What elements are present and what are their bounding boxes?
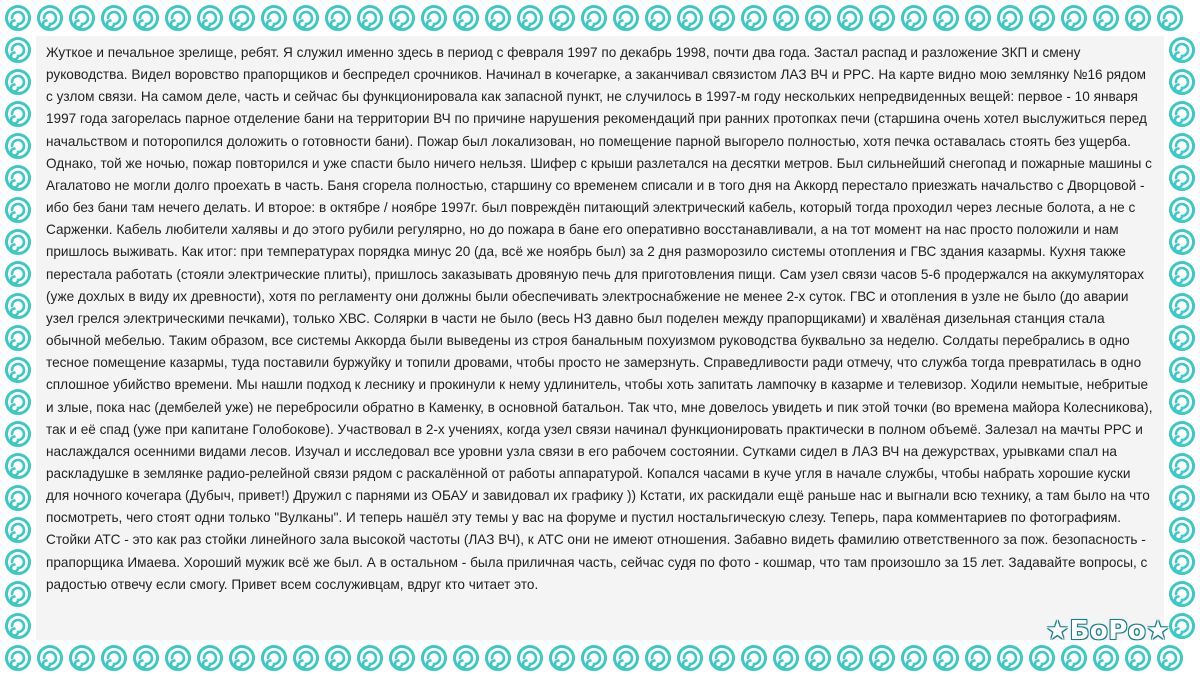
- border-swirl: [263, 7, 286, 30]
- border-swirl: [103, 7, 126, 30]
- border-swirl: [7, 615, 30, 638]
- border-swirl: [231, 647, 254, 670]
- border-swirl: [327, 647, 350, 670]
- border-swirl: [423, 7, 446, 30]
- border-swirl: [39, 7, 62, 30]
- border-swirl: [423, 647, 446, 670]
- border-swirl: [743, 7, 766, 30]
- border-swirl: [327, 7, 350, 30]
- border-swirl: [7, 583, 30, 606]
- border-swirl: [7, 455, 30, 478]
- border-swirl: [807, 7, 830, 30]
- border-swirl: [647, 7, 670, 30]
- border-swirl: [7, 231, 30, 254]
- border-swirl: [519, 7, 542, 30]
- border-swirl: [519, 647, 542, 670]
- border-swirl: [1127, 7, 1150, 30]
- border-swirl: [455, 647, 478, 670]
- border-swirl: [999, 647, 1022, 670]
- border-swirl: [167, 647, 190, 670]
- border-swirl: [583, 7, 606, 30]
- post-text: Жуткое и печальное зрелище, ребят. Я служил именно здесь в период с февраля 1997 по декабрь 1998, почти два года. Застал распад и разложение ЗКП и смену руководства. Видел воровство прапорщиков и беспредел срочников. Начинал в кочегарке, а заканчивал связистом ЛАЗ ВЧ и РРС. На карте видно мою землянку №16 рядом с узлом связи. На самом деле, часть и сейчас бы функционировала как запасной пункт, не случилось в 1997-м году нескольких непредвиденных вещей: первое - 10 января 1997 года загорелась парное отделение бани на территории ВЧ по причине нарушения рекомендаций при ранних протопках печи (старшина очень хотел выслужиться перед начальством и поторопился доложить о готовности бани). Пожар был локализован, но помещение парной выгорело полностью, хотя печка оставалась стоять без ущерба. Однако, той же ночью, пожар повторился и уже спасти было ничего нельзя. Шифер с крыши разлетался на десятки метров. Был сильнейший снегопад и пожарные машины с Агалатово не могли долго проехать в часть. Баня сгорела полностью, старшину со временем списали и в того дня на Аккорд перестало приезжать начальство с Дворцовой - ибо без бани там нечего делать. И второе: в октябре / ноябре 1997г. был повреждён питающий электрический кабель, который тогда проходил через лесные болота, а не с Сарженки. Кабель любители халявы и до этого рубили регулярно, но до пожара в бане его оперативно восстанавливали, а на тот момент на нас просто положили и нам пришлось выживать. Как итог: при температурах порядка минус 20 (да, всё же ноябрь был) за 2 дня разморозило системы отопления и ГВС здания казармы. Кухня также перестала работать (стояли электрические плиты), пришлось заказывать дровяную печь для приготовления пищи. Сам узел связи часов 5-6 продержался на аккумуляторах (уже дохлых в виду их древности), хотя по регламенту они должны были обеспечивать электроснабжение не менее 2-х суток. ГВС и отопления в узле не было (до аварии узел грелся электрическими печками), только ХВС. Солярки в части не было (весь НЗ давно был поделен между прапорщиками) и хвалёная дизельная станция стала обычной мебелью. Таким образом, все системы Аккорда были выведены из строя банальным похуизмом руководства буквально за неделю. Солдаты перебрались в одно тесное помещение казармы, туда поставили буржуйку и топили дровами, чтобы просто не замерзнуть. Справедливости ради отмечу, что служба тогда превратилась в одно сплошное убийство времени. Мы нашли подход к леснику и прокинули к нему удлинитель, чтобы хоть запитать лампочку в казарме и телевизор. Ходили немытые, небритые и злые, пока нас (дембелей уже) не перебросили обратно в Каменку, в основной батальон. Так что, мне довелось увидеть и пик этой точки (во времена майора Колесникова), так и её спад (уже при капитане Голобокове). Участвовал в 2-х учениях, когда узел связи начинал функционировать практически в полном объемё. Залезал на мачты РРС и наслаждался осенними видами лесов. Изучал и исследовал все уровни узла связи в его рабочем состоянии. Сутками сидел в ЛАЗ ВЧ на дежурствах, урывками спал на раскладушке в землянке радио-релейной связи рядом с раскалённой от работы аппаратурой. Копался часами в куче угля в начале службы, чтобы набрать хорошие куски для ночного кочегара (Дубыч, привет!) Дружил с парнями из ОБАУ и завидовал их графику )) Кстати, их раскидали ещё раньше нас и выгнали всю технику, а там было на что посмотреть, чего стоят одни только "Вулканы". И теперь нашёл эту темы у вас на форуме и пустил ностальгическую слезу. Теперь, пара комментариев по фотографиям. Стойки АТС - это как раз стойки линейного зала высокой частоты (ЛАЗ ВЧ), к АТС они не имеют отношения. Забавно видеть фамилию ответственного за пож. безопасность - прапорщика Имаева. Хороший мужик всё же был. А в остальном - была приличная часть, сейчас судя по фото - кошмар, что там произошло за 15 лет. Задавайте вопросы, с радостью отвечу если смогу. Привет всем сослуживцам, вдруг кто читает это.: [46, 45, 1153, 592]
- border-swirl: [1171, 295, 1194, 318]
- border-swirl: [1171, 135, 1194, 158]
- border-swirl: [1171, 487, 1194, 510]
- border-swirl: [775, 647, 798, 670]
- border-swirl: [7, 263, 30, 286]
- border-swirl: [1159, 7, 1182, 30]
- border-swirl: [359, 7, 382, 30]
- border-swirl: [903, 7, 926, 30]
- border-swirl: [871, 7, 894, 30]
- border-swirl: [487, 647, 510, 670]
- border-swirl: [967, 647, 990, 670]
- border-swirl: [1171, 231, 1194, 254]
- border-swirl: [647, 647, 670, 670]
- border-swirl: [1171, 39, 1194, 62]
- border-swirl: [7, 423, 30, 446]
- border-swirl: [455, 7, 478, 30]
- border-swirl: [1171, 615, 1194, 638]
- border-swirl: [1171, 167, 1194, 190]
- border-swirl: [615, 647, 638, 670]
- border-swirl: [1171, 455, 1194, 478]
- border-swirl: [1095, 647, 1118, 670]
- border-swirl: [391, 647, 414, 670]
- border-swirl: [1171, 359, 1194, 382]
- border-swirl: [1159, 647, 1182, 670]
- border-swirl: [807, 647, 830, 670]
- border-swirl: [1171, 71, 1194, 94]
- border-swirl: [711, 647, 734, 670]
- border-swirl: [1171, 519, 1194, 542]
- border-swirl: [7, 135, 30, 158]
- border-swirl: [7, 295, 30, 318]
- border-swirl: [199, 7, 222, 30]
- border-swirl: [1171, 199, 1194, 222]
- border-swirl: [1171, 103, 1194, 126]
- border-swirl: [135, 7, 158, 30]
- border-swirl: [7, 7, 30, 30]
- border-swirl: [1127, 647, 1150, 670]
- border-swirl: [679, 7, 702, 30]
- border-swirl: [1095, 7, 1118, 30]
- border-swirl: [7, 71, 30, 94]
- border-swirl: [551, 7, 574, 30]
- border-swirl: [295, 647, 318, 670]
- border-swirl: [1031, 7, 1054, 30]
- border-swirl: [999, 7, 1022, 30]
- border-swirl: [935, 7, 958, 30]
- border-swirl: [583, 647, 606, 670]
- border-swirl: [1171, 391, 1194, 414]
- border-swirl: [711, 7, 734, 30]
- border-swirl: [551, 647, 574, 670]
- border-swirl: [1171, 263, 1194, 286]
- border-swirl: [231, 7, 254, 30]
- border-swirl: [7, 519, 30, 542]
- border-swirl: [1171, 327, 1194, 350]
- border-swirl: [7, 103, 30, 126]
- border-swirl: [167, 7, 190, 30]
- watermark-logo: ★БоРо★: [1045, 616, 1170, 646]
- border-swirl: [775, 7, 798, 30]
- border-swirl: [1063, 647, 1086, 670]
- border-swirl: [39, 647, 62, 670]
- border-swirl: [103, 647, 126, 670]
- border-swirl: [7, 39, 30, 62]
- border-swirl: [1031, 647, 1054, 670]
- border-swirl: [7, 199, 30, 222]
- border-swirl: [7, 487, 30, 510]
- border-swirl: [1171, 423, 1194, 446]
- border-swirl: [839, 7, 862, 30]
- border-swirl: [7, 167, 30, 190]
- border-swirl: [391, 7, 414, 30]
- border-swirl: [935, 647, 958, 670]
- border-swirl: [199, 647, 222, 670]
- border-swirl: [1171, 583, 1194, 606]
- border-swirl: [1063, 7, 1086, 30]
- border-swirl: [1171, 551, 1194, 574]
- border-swirl: [359, 647, 382, 670]
- border-swirl: [7, 391, 30, 414]
- border-swirl: [903, 647, 926, 670]
- border-swirl: [135, 647, 158, 670]
- border-swirl: [839, 647, 862, 670]
- border-swirl: [7, 359, 30, 382]
- border-swirl: [967, 7, 990, 30]
- border-swirl: [295, 7, 318, 30]
- border-swirl: [871, 647, 894, 670]
- border-swirl: [71, 7, 94, 30]
- border-swirl: [71, 647, 94, 670]
- border-swirl: [263, 647, 286, 670]
- border-swirl: [487, 7, 510, 30]
- border-swirl: [7, 327, 30, 350]
- border-swirl: [615, 7, 638, 30]
- border-swirl: [7, 647, 30, 670]
- post-text-panel: [36, 36, 1164, 640]
- border-swirl: [7, 551, 30, 574]
- border-swirl: [679, 647, 702, 670]
- border-swirl: [743, 647, 766, 670]
